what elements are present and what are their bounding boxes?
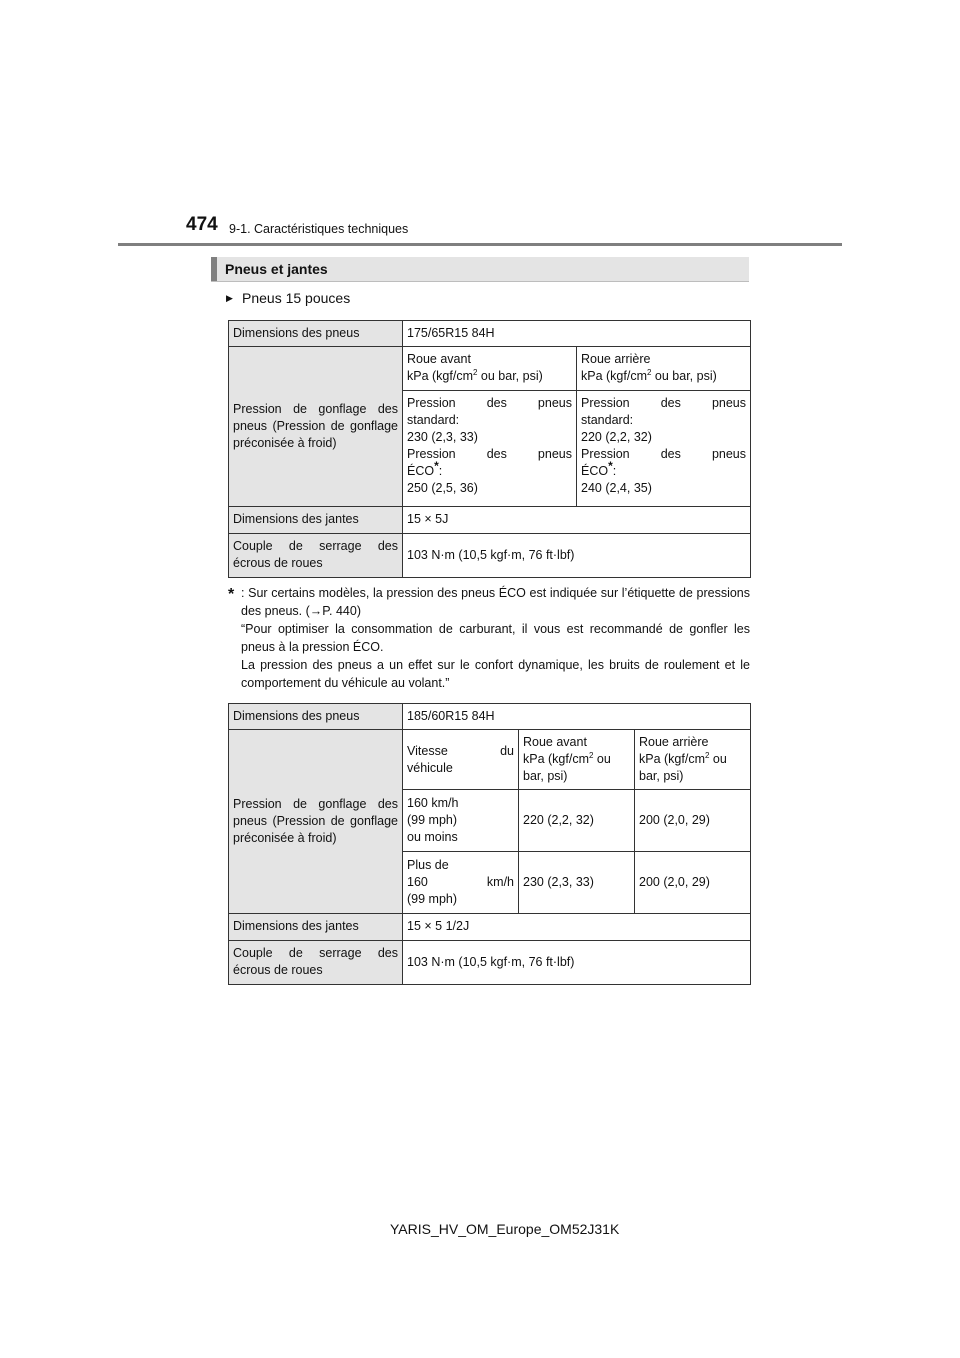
speed-row-1-line-2: (99 mph) <box>407 813 458 827</box>
front-std-label: Pression des pneus <box>407 396 572 410</box>
rear-pressure-row-1: 200 (2,0, 29) <box>635 790 751 852</box>
footnote-line-2: “Pour optimiser la consommation de carburant, il vous est recommandé de gonfler les pneus à la pression ÉCO. <box>241 622 750 654</box>
pressure-label-text: Pression de gonflage des pneus (Pression de gonflage préconisée à froid) <box>233 402 398 450</box>
footnote-star: * <box>228 586 235 603</box>
front-wheel-header <box>403 347 577 391</box>
tire-size-value: 185/60R15 84H <box>403 704 751 730</box>
speed-row-1-line-3: ou moins <box>407 830 458 844</box>
torque-value: 103 N·m (10,5 kgf·m, 76 ft·lbf) <box>403 941 751 985</box>
rear-wheel-header <box>635 730 751 790</box>
front-wheel-header-unit: kPa ($kgf/cm^2$ ou bar, psi) <box>407 367 543 383</box>
section-banner <box>211 257 749 282</box>
subsection-heading-text: Pneus 15 pouces <box>242 290 351 306</box>
torque-label: Couple de serrage des écrous de roues <box>229 941 403 985</box>
tire-spec-table-1 <box>228 320 751 578</box>
pressure-label <box>229 347 403 507</box>
rear-wheel-header <box>577 347 751 391</box>
front-wheel-header-title: Roue avant <box>523 735 587 749</box>
speed-header <box>403 730 519 790</box>
speed-row-2-line-1: Plus de <box>407 858 449 872</box>
rear-eco-label: Pression des pneus <box>581 447 747 461</box>
triangle-bullet-icon: ▶ <box>226 293 233 303</box>
torque-value: 103 N·m (10,5 kgf·m, 76 ft·lbf) <box>403 534 751 578</box>
rear-eco-value: 240 (2,4, 35) <box>581 481 652 495</box>
footnote <box>228 584 750 692</box>
section-title: 9-1. Caractéristiques techniques <box>229 222 409 236</box>
speed-row-2-line-2: 160 km/h <box>407 875 514 889</box>
torque-label: Couple de serrage des écrous de roues <box>229 534 403 578</box>
speed-row-2-line-3: (99 mph) <box>407 892 458 906</box>
rear-eco-label-2: ÉCO*: <box>581 458 617 478</box>
rim-size-value: 15 × 5 1/2J <box>403 914 751 941</box>
rear-std-value: 220 (2,2, 32) <box>581 430 652 444</box>
tire-size-value: 175/65R15 84H <box>403 321 751 347</box>
banner-title: Pneus et jantes <box>225 261 328 277</box>
front-pressure-cell <box>403 391 577 507</box>
rim-size-value: 15 × 5J <box>403 507 751 534</box>
front-wheel-header <box>519 730 635 790</box>
rear-pressure-row-2: 200 (2,0, 29) <box>635 852 751 914</box>
front-std-value: 230 (2,3, 33) <box>407 430 478 444</box>
speed-row-2 <box>403 852 519 914</box>
rear-std-label: Pression des pneus <box>581 396 747 410</box>
subsection-heading <box>226 290 350 306</box>
front-wheel-header-title: Roue avant <box>407 352 471 366</box>
tire-size-label: Dimensions des pneus <box>229 704 403 730</box>
tire-spec-table-2 <box>228 703 751 985</box>
rear-wheel-header-unit: kPa ($kgf/cm^2$ ou bar, psi) <box>639 750 727 783</box>
speed-row-1-line-1: 160 km/h <box>407 796 459 810</box>
rim-size-label: Dimensions des jantes <box>229 914 403 941</box>
speed-header-text: Vitesse du véhicule <box>407 743 514 775</box>
rear-wheel-header-title: Roue arrière <box>639 735 709 749</box>
header-divider <box>118 243 842 246</box>
pressure-label: Pression de gonflage des pneus (Pression de gonflage préconisée à froid) <box>229 730 403 914</box>
banner-accent-bar <box>211 257 217 281</box>
rear-std-label-2: standard: <box>581 413 634 427</box>
front-pressure-row-2: 230 (2,3, 33) <box>519 852 635 914</box>
rim-size-label: Dimensions des jantes <box>229 507 403 534</box>
rear-wheel-header-unit: kPa ($kgf/cm^2$ ou bar, psi) <box>581 367 717 383</box>
document-footer: YARIS_HV_OM_Europe_OM52J31K <box>390 1221 620 1237</box>
footnote-line-3: La pression des pneus a un effet sur le confort dynamique, les bruits de roulement et le comportement du véhicule au volant.” <box>241 658 750 690</box>
tire-size-label: Dimensions des pneus <box>229 321 403 347</box>
front-eco-label-2: ÉCO*: <box>407 458 443 478</box>
front-eco-value: 250 (2,5, 36) <box>407 481 478 495</box>
footnote-line-1: : Sur certains modèles, la pression des pneus ÉCO est indiquée sur l’étiquette de pressions des pneus. (→P. 440) <box>241 586 750 618</box>
front-std-label-2: standard: <box>407 413 460 427</box>
front-pressure-row-1: 220 (2,2, 32) <box>519 790 635 852</box>
front-wheel-header-unit: kPa ($kgf/cm^2$ ou bar, psi) <box>523 750 611 783</box>
front-eco-label: Pression des pneus <box>407 447 572 461</box>
rear-wheel-header-title: Roue arrière <box>581 352 651 366</box>
speed-row-1 <box>403 790 519 852</box>
rear-pressure-cell <box>577 391 751 507</box>
page-number: 474 <box>186 214 218 235</box>
